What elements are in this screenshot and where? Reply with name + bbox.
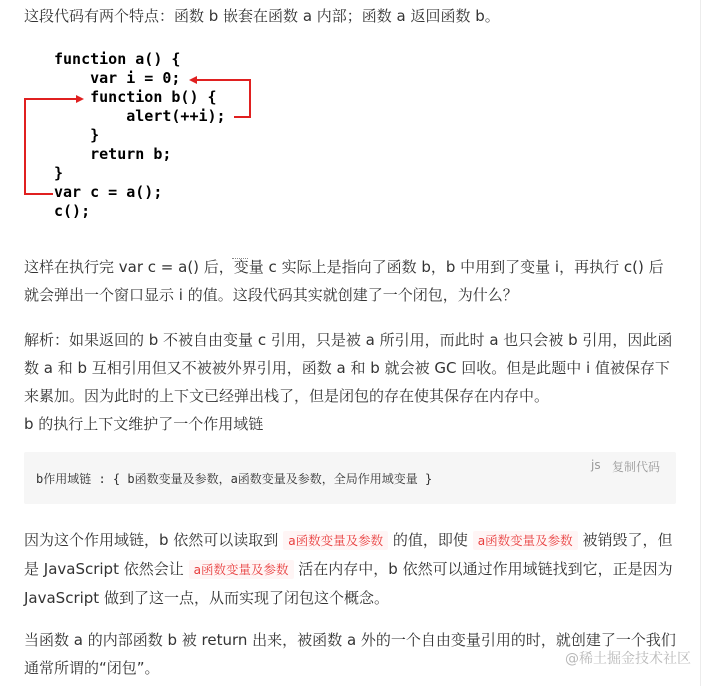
explanation-paragraph: 这样在执行完 var c = a() 后，变量 c 实际上是指向了函数 b，b 中用到了变量 i，再执行 c() 后就会弹出一个窗口显示 i 的值。这段代码其实就创建了一个闭包，为什么？ bbox=[24, 258, 664, 304]
code-line-1: function a() { bbox=[54, 50, 181, 68]
intro-paragraph: 这段代码有两个特点：函数 b 嵌套在函数 a 内部；函数 a 返回函数 b。 bbox=[24, 7, 500, 25]
inline-code: a函数变量及参数 bbox=[189, 560, 294, 579]
text-span: 因为这个作用域链，b 依然可以读取到 bbox=[24, 531, 284, 549]
text-span: 活在内存中，b 依然可以通过作用域链找到它，正是因为 JavaScript 做到了这一点，从而实现了闭包这个概念。 bbox=[24, 560, 673, 607]
arrow-c-reference bbox=[25, 99, 82, 194]
code-block-text: b作用域链 : { b函数变量及参数，a函数变量及参数，全局作用域变量 } bbox=[36, 472, 433, 486]
code-figure bbox=[24, 46, 264, 226]
closure-definition-paragraph: 当函数 a 的内部函数 b 被 return 出来，被函数 a 外的一个自由变量引用的时，就创建了一个我们通常所谓的“闭包”。 bbox=[24, 631, 676, 677]
code-line-3: function b() { bbox=[54, 88, 217, 106]
content-right-border bbox=[700, 0, 701, 686]
reference-arrows bbox=[24, 46, 264, 226]
code-line-9: c(); bbox=[54, 202, 91, 220]
copy-code-button[interactable]: 复制代码 bbox=[612, 460, 661, 474]
arrow-i-reference bbox=[191, 80, 250, 117]
analysis-paragraph: 解析：如果返回的 b 不被自由变量 c 引用，只是被 a 所引用，而此时 a 也只会被 b 引用，因此函数 a 和 b 互相引用但又不被被外界引用，函数 a 和 b 就会被 GC 回收。但是此题中 i 值被保存下来累加。因为此时的上下文已经弹出栈了，但是闭包的存在使其保存在内存中。 bbox=[24, 331, 673, 405]
code-language-label: js bbox=[591, 458, 601, 472]
inline-code: a函数变量及参数 bbox=[283, 531, 388, 550]
scope-explanation-paragraph bbox=[24, 526, 678, 612]
code-block bbox=[24, 452, 676, 504]
watermark: @稀土掘金技术社区 bbox=[565, 651, 691, 667]
text-span: 被销毁了，但是 JavaScript 依然会让 bbox=[24, 531, 673, 578]
text-span: 的值，即使 bbox=[388, 531, 473, 549]
code-line-4: alert(++i); bbox=[54, 107, 226, 125]
analysis-section bbox=[24, 326, 678, 438]
scope-chain-paragraph: b 的执行上下文维护了一个作用域链 bbox=[24, 415, 264, 433]
inline-code: a函数变量及参数 bbox=[473, 531, 578, 550]
code-line-2: var i = 0; bbox=[54, 69, 181, 87]
code-line-5: } bbox=[54, 126, 100, 144]
code-line-6: return b; bbox=[54, 145, 172, 163]
code-line-7: } bbox=[54, 164, 64, 182]
code-line-8: var c = a(); bbox=[54, 183, 163, 201]
